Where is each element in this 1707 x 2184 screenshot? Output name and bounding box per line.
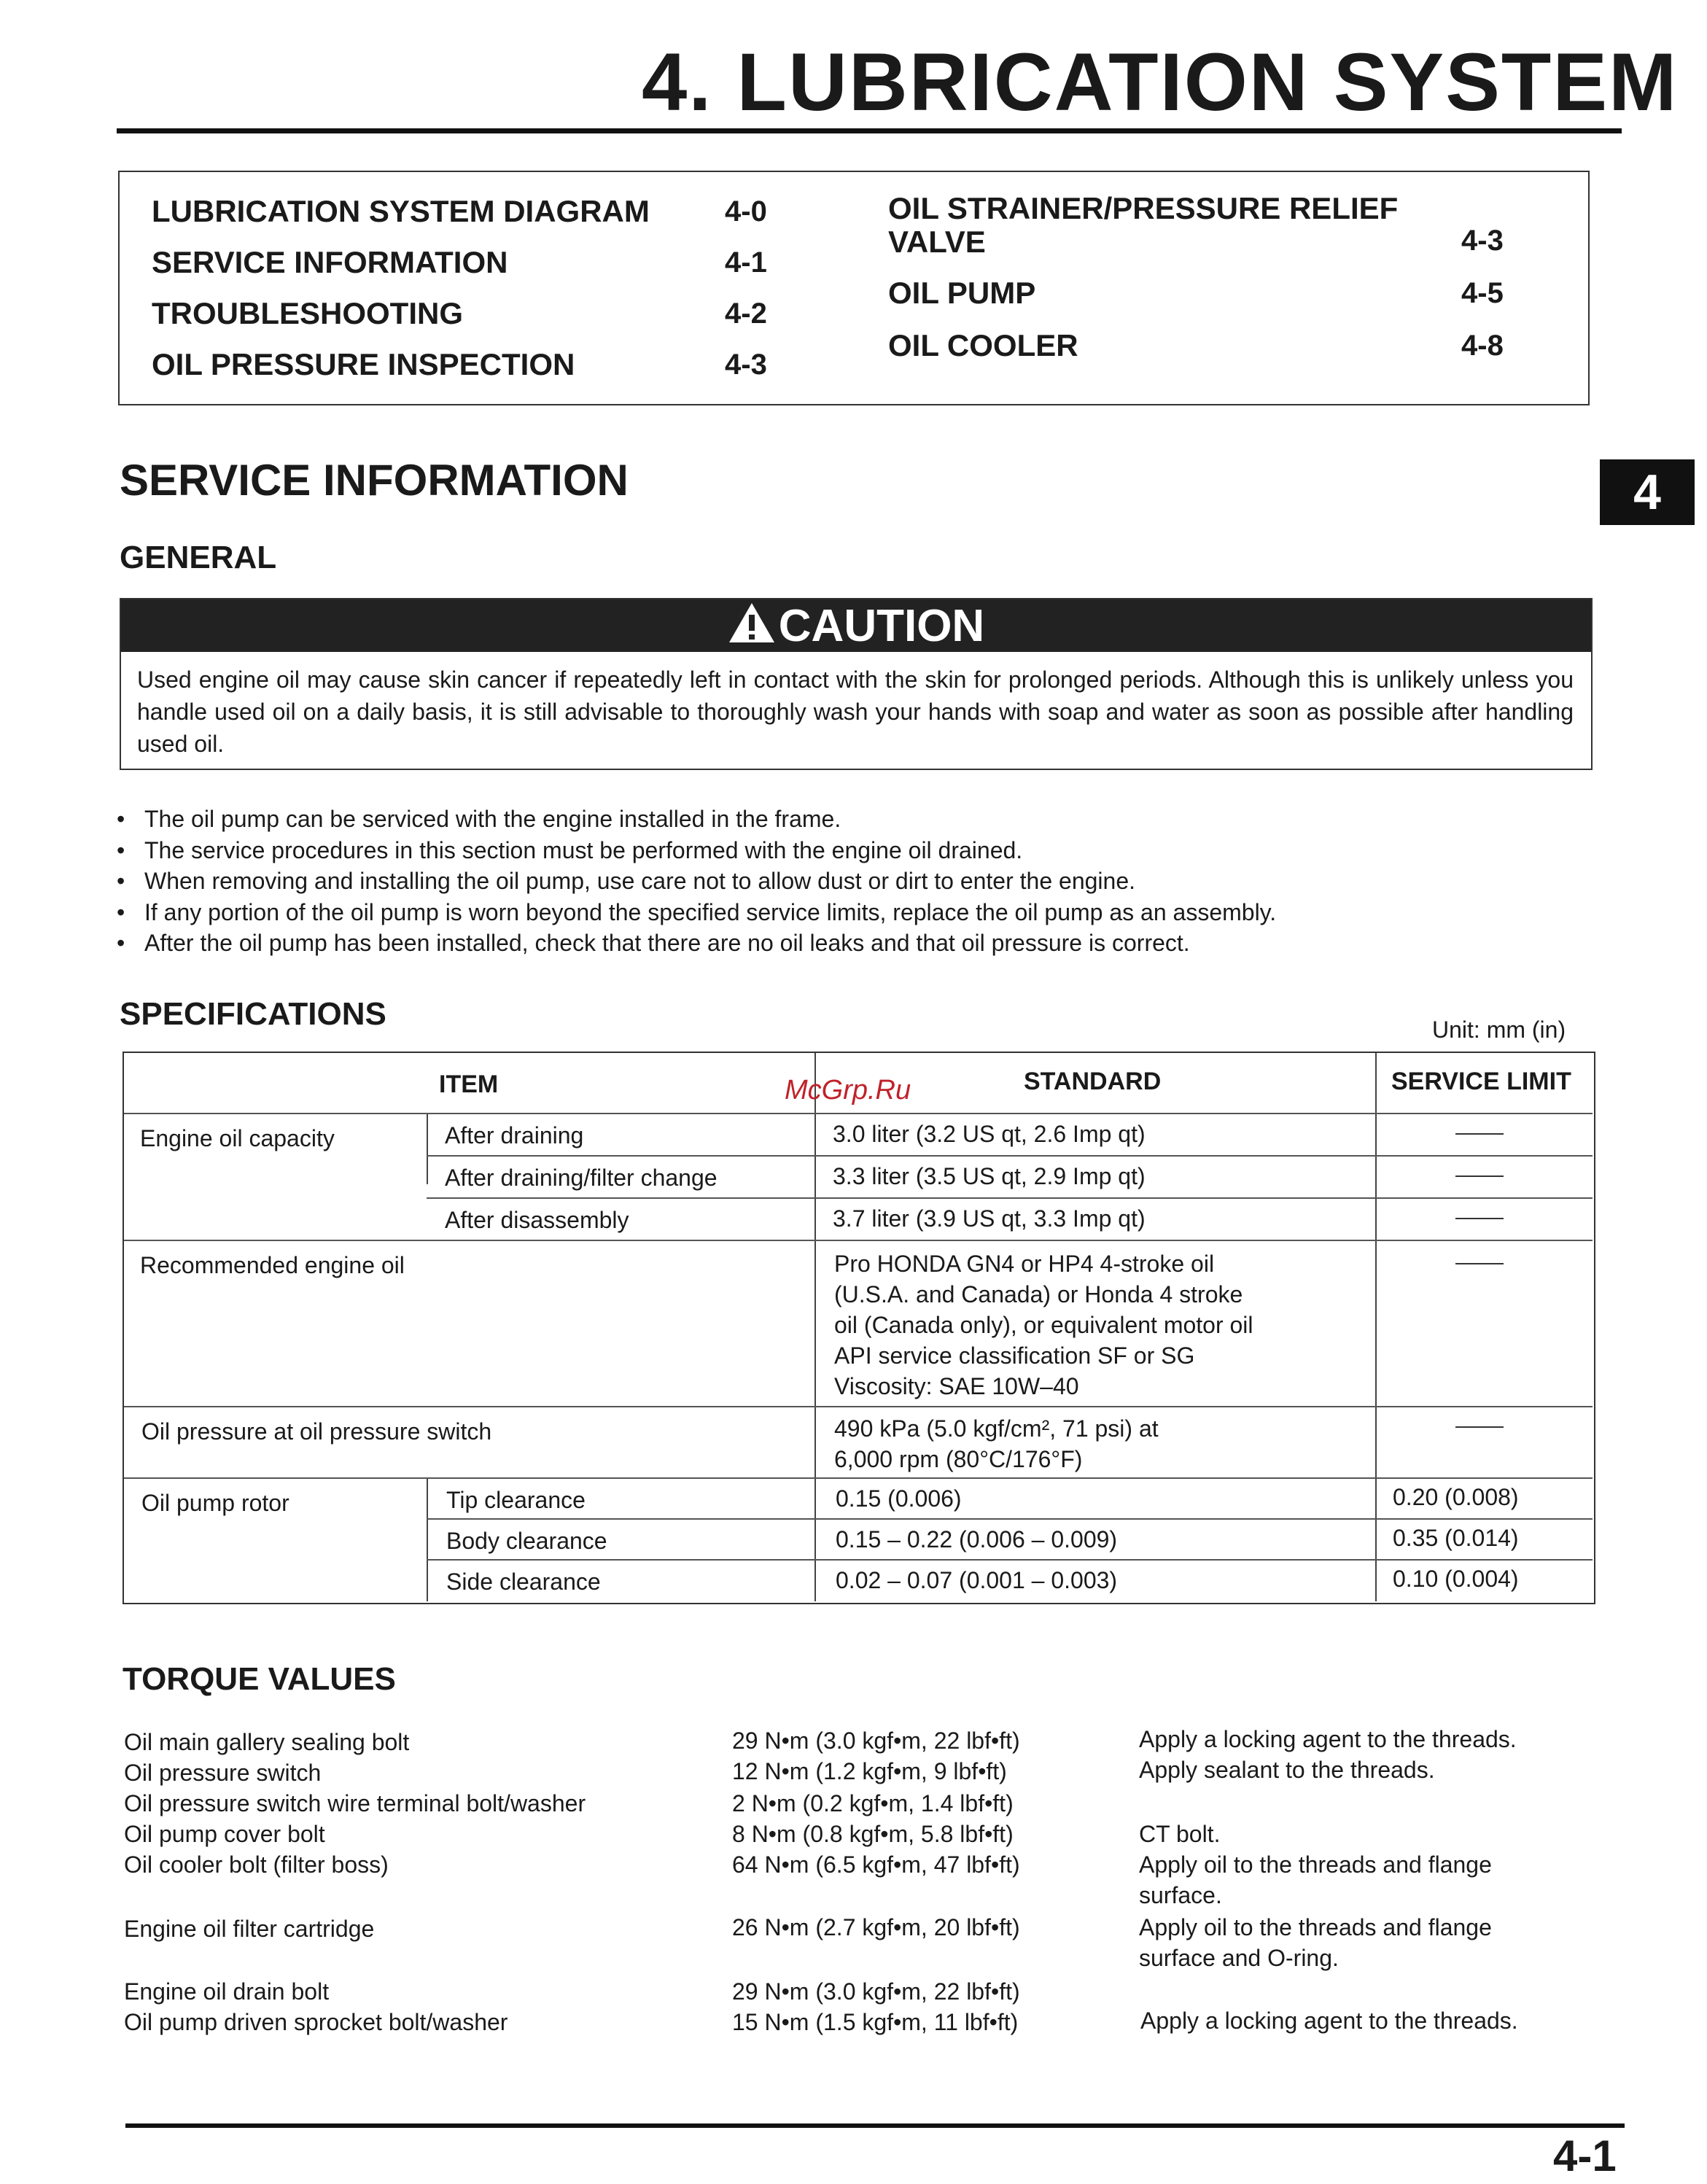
table-cell: 3.7 liter (3.9 US qt, 3.3 Imp qt) xyxy=(833,1205,1146,1232)
torque-note: Apply a locking agent to the threads. xyxy=(1139,1726,1517,1752)
chapter-tab: 4 xyxy=(1600,459,1695,525)
torque-value: 26 N•m (2.7 kgf•m, 20 lbf•ft) xyxy=(732,1914,1020,1940)
torque-note: Apply oil to the threads and flange xyxy=(1139,1851,1492,1878)
caution-box xyxy=(120,598,1593,770)
row-label-recommended-oil: Recommended engine oil xyxy=(140,1252,405,1278)
toc-page: 4-0 xyxy=(725,195,767,228)
table-cell: oil (Canada only), or equivalent motor oil xyxy=(834,1312,1253,1338)
torque-item: Engine oil drain bolt xyxy=(124,1978,330,2005)
caution-text: Used engine oil may cause skin cancer if repeatedly left in contact with the skin for prolonged periods. Although this is unlikely unless you handle used oil on a daily basis, it is still advisable to thoroughly wash your hands with soap and water as soon as possible after handling used oil. xyxy=(137,667,1574,757)
table-cell: (U.S.A. and Canada) or Honda 4 stroke xyxy=(834,1281,1243,1307)
toc-page: 4-3 xyxy=(1461,225,1504,257)
table-cell: After disassembly xyxy=(445,1207,629,1233)
toc-item-oil-strainer[interactable]: OIL STRAINER/PRESSURE RELIEF xyxy=(888,191,1399,225)
torque-note: surface and O-ring. xyxy=(1139,1945,1339,1971)
table-cell: 0.15 (0.006) xyxy=(836,1485,962,1512)
table-cell: Viscosity: SAE 10W–40 xyxy=(834,1373,1079,1399)
chapter-title: 4. LUBRICATION SYSTEM xyxy=(642,36,1679,128)
table-of-contents xyxy=(118,171,1590,405)
torque-note: Apply a locking agent to the threads. xyxy=(1140,2008,1518,2034)
torque-note: Apply sealant to the threads. xyxy=(1139,1757,1435,1783)
table-cell: Side clearance xyxy=(446,1569,601,1595)
torque-item: Oil pump driven sprocket bolt/washer xyxy=(124,2009,508,2035)
row-label-oil-capacity: Engine oil capacity xyxy=(140,1125,335,1151)
torque-item: Oil pump cover bolt xyxy=(124,1821,325,1847)
torque-value: 2 N•m (0.2 kgf•m, 1.4 lbf•ft) xyxy=(732,1790,1014,1816)
page-number: 4-1 xyxy=(1553,2131,1617,2180)
specifications-heading: SPECIFICATIONS xyxy=(120,996,386,1032)
footer-rule xyxy=(125,2123,1625,2128)
toc-item-service-info[interactable]: SERVICE INFORMATION xyxy=(152,245,508,279)
service-information-heading: SERVICE INFORMATION xyxy=(120,456,629,505)
table-cell: Tip clearance xyxy=(446,1487,586,1513)
toc-item-diagram[interactable]: LUBRICATION SYSTEM DIAGRAM xyxy=(152,194,650,228)
table-cell: 0.10 (0.004) xyxy=(1393,1566,1519,1592)
table-cell: 3.3 liter (3.5 US qt, 2.9 Imp qt) xyxy=(833,1163,1146,1189)
list-item: • The oil pump can be serviced with the engine installed in the frame. xyxy=(117,804,1604,835)
torque-value: 29 N•m (3.0 kgf•m, 22 lbf•ft) xyxy=(732,1728,1020,1754)
header-service-limit: SERVICE LIMIT xyxy=(1391,1068,1571,1095)
limit-dash xyxy=(1455,1426,1504,1428)
table-cell: After draining/filter change xyxy=(445,1165,718,1191)
table-cell: 0.15 – 0.22 (0.006 – 0.009) xyxy=(836,1526,1118,1552)
watermark: McGrp.Ru xyxy=(785,1075,911,1105)
toc-page: 4-5 xyxy=(1461,277,1504,309)
list-item: • When removing and installing the oil pump, use care not to allow dust or dirt to enter the engine. xyxy=(117,866,1604,897)
toc-item-oil-strainer-line2[interactable]: VALVE xyxy=(888,225,986,259)
torque-value: 64 N•m (6.5 kgf•m, 47 lbf•ft) xyxy=(732,1851,1020,1878)
torque-note: CT bolt. xyxy=(1139,1821,1221,1847)
table-cell: 6,000 rpm (80°C/176°F) xyxy=(834,1446,1083,1472)
toc-item-oil-cooler[interactable]: OIL COOLER xyxy=(888,328,1078,362)
caution-bar xyxy=(121,599,1591,652)
list-item: • The service procedures in this section must be performed with the engine oil drained. xyxy=(117,835,1604,866)
limit-dash xyxy=(1455,1218,1504,1219)
general-heading: GENERAL xyxy=(120,540,277,575)
torque-item: Oil cooler bolt (filter boss) xyxy=(124,1851,389,1878)
torque-values-heading: TORQUE VALUES xyxy=(123,1661,396,1697)
torque-value: 8 N•m (0.8 kgf•m, 5.8 lbf•ft) xyxy=(732,1821,1014,1847)
torque-item: Oil pressure switch wire terminal bolt/washer xyxy=(124,1790,586,1816)
title-rule xyxy=(117,128,1622,133)
toc-page: 4-3 xyxy=(725,349,767,381)
specifications-table xyxy=(123,1052,1595,1604)
toc-item-oil-pump[interactable]: OIL PUMP xyxy=(888,276,1036,310)
torque-value: 29 N•m (3.0 kgf•m, 22 lbf•ft) xyxy=(732,1978,1020,2005)
caution-label: CAUTION xyxy=(778,601,985,651)
torque-item: Engine oil filter cartridge xyxy=(124,1916,375,1942)
table-cell: 490 kPa (5.0 kgf/cm², 71 psi) at xyxy=(834,1415,1159,1442)
torque-note: surface. xyxy=(1139,1882,1222,1908)
limit-dash xyxy=(1455,1133,1504,1135)
header-item: ITEM xyxy=(439,1070,499,1098)
toc-page: 4-1 xyxy=(725,246,767,279)
table-cell: 3.0 liter (3.2 US qt, 2.6 Imp qt) xyxy=(833,1121,1146,1147)
table-cell: Body clearance xyxy=(446,1528,607,1554)
toc-item-oil-pressure-inspection[interactable]: OIL PRESSURE INSPECTION xyxy=(152,347,575,381)
table-cell: 0.02 – 0.07 (0.001 – 0.003) xyxy=(836,1567,1118,1593)
table-cell: 0.35 (0.014) xyxy=(1393,1525,1519,1551)
limit-dash xyxy=(1455,1175,1504,1177)
table-cell: After draining xyxy=(445,1122,584,1149)
row-label-oil-pressure: Oil pressure at oil pressure switch xyxy=(141,1418,492,1445)
warning-triangle-icon xyxy=(728,602,776,656)
header-standard: STANDARD xyxy=(1024,1068,1162,1095)
general-bullets xyxy=(117,804,1604,959)
toc-item-troubleshooting[interactable]: TROUBLESHOOTING xyxy=(152,296,463,330)
table-cell: Pro HONDA GN4 or HP4 4-stroke oil xyxy=(834,1251,1215,1277)
toc-page: 4-2 xyxy=(725,298,767,330)
list-item: • After the oil pump has been installed, check that there are no oil leaks and that oil pressure is correct. xyxy=(117,928,1604,959)
table-cell: 0.20 (0.008) xyxy=(1393,1484,1519,1510)
torque-item: Oil main gallery sealing bolt xyxy=(124,1729,410,1755)
torque-value: 15 N•m (1.5 kgf•m, 11 lbf•ft) xyxy=(732,2009,1019,2035)
limit-dash xyxy=(1455,1263,1504,1264)
row-label-oil-pump-rotor: Oil pump rotor xyxy=(141,1490,289,1516)
torque-value: 12 N•m (1.2 kgf•m, 9 lbf•ft) xyxy=(732,1758,1007,1784)
toc-page: 4-8 xyxy=(1461,330,1504,362)
table-cell: API service classification SF or SG xyxy=(834,1342,1195,1369)
unit-label: Unit: mm (in) xyxy=(1432,1017,1566,1043)
torque-item: Oil pressure switch xyxy=(124,1760,322,1786)
torque-note: Apply oil to the threads and flange xyxy=(1139,1914,1492,1940)
list-item: • If any portion of the oil pump is worn beyond the specified service limits, replace the oil pump as an assembly. xyxy=(117,897,1604,928)
